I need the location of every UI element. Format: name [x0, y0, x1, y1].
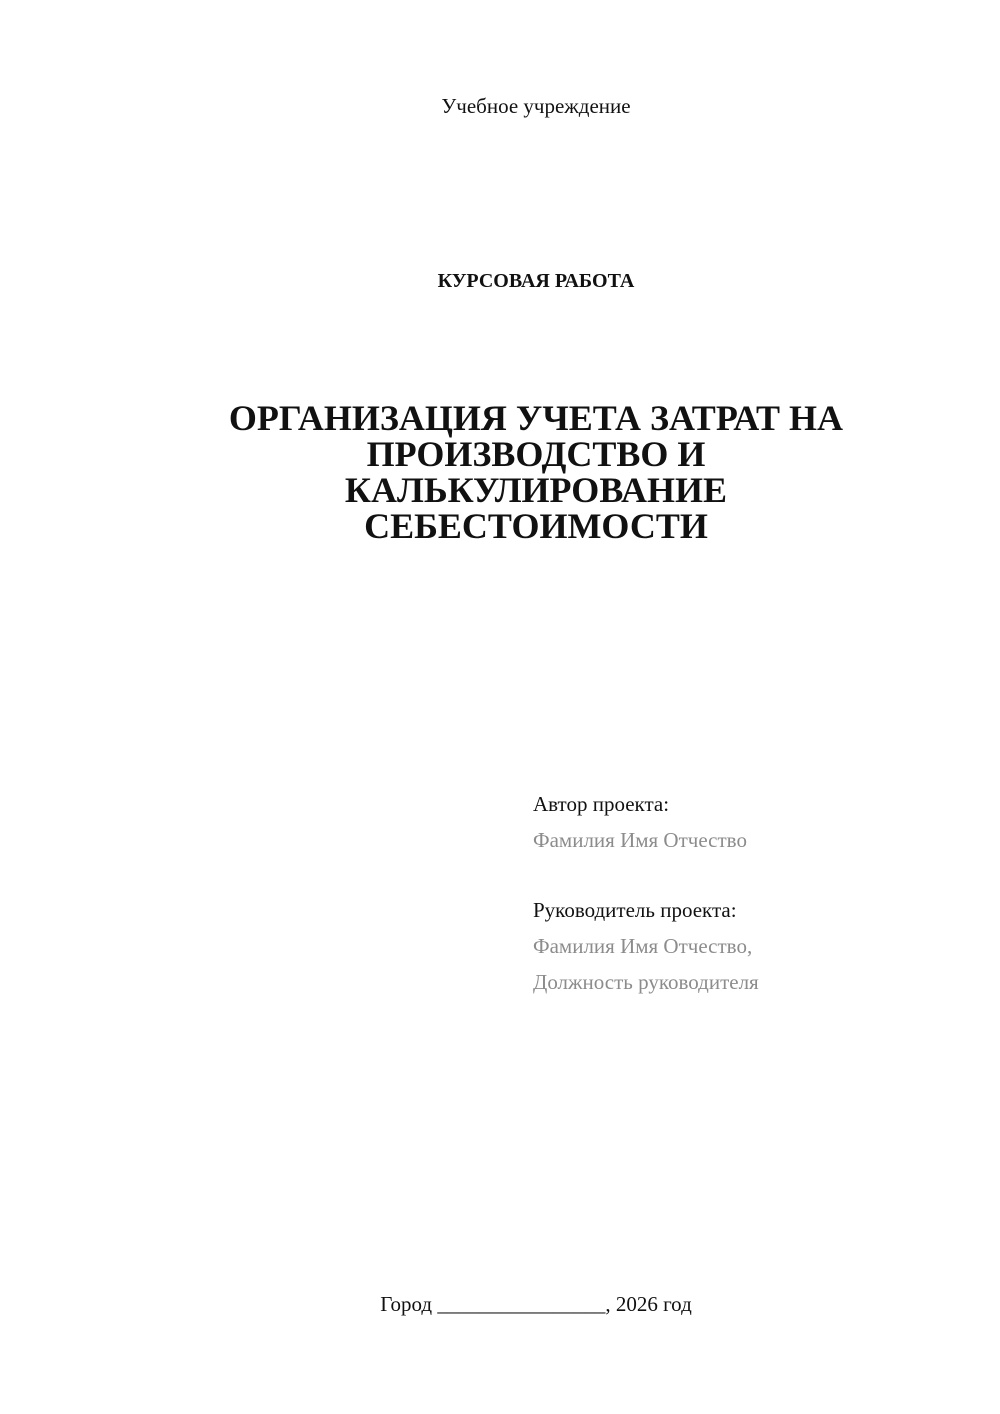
supervisor-label: Руководитель проекта:	[533, 898, 737, 922]
title-line: СЕБЕСТОИМОСТИ	[364, 506, 708, 546]
supervisor-name-placeholder: Фамилия Имя Отчество,	[533, 934, 753, 958]
title-line: ПРОИЗВОДСТВО И	[366, 434, 706, 474]
title-line: ОРГАНИЗАЦИЯ УЧЕТА ЗАТРАТ НА	[228, 398, 844, 438]
city-year-line: Город ________________, 2026 год	[380, 1292, 692, 1316]
title-line: КАЛЬКУЛИРОВАНИЕ	[344, 470, 728, 510]
work-type-heading: КУРСОВАЯ РАБОТА	[437, 270, 635, 292]
institution-name: Учебное учреждение	[441, 94, 631, 118]
document-title	[180, 400, 892, 544]
supervisor-block	[533, 892, 973, 1000]
supervisor-position-placeholder: Должность руководителя	[533, 970, 759, 994]
author-block	[533, 786, 973, 858]
author-label: Автор проекта:	[533, 792, 670, 816]
author-name-placeholder: Фамилия Имя Отчество	[533, 828, 747, 852]
